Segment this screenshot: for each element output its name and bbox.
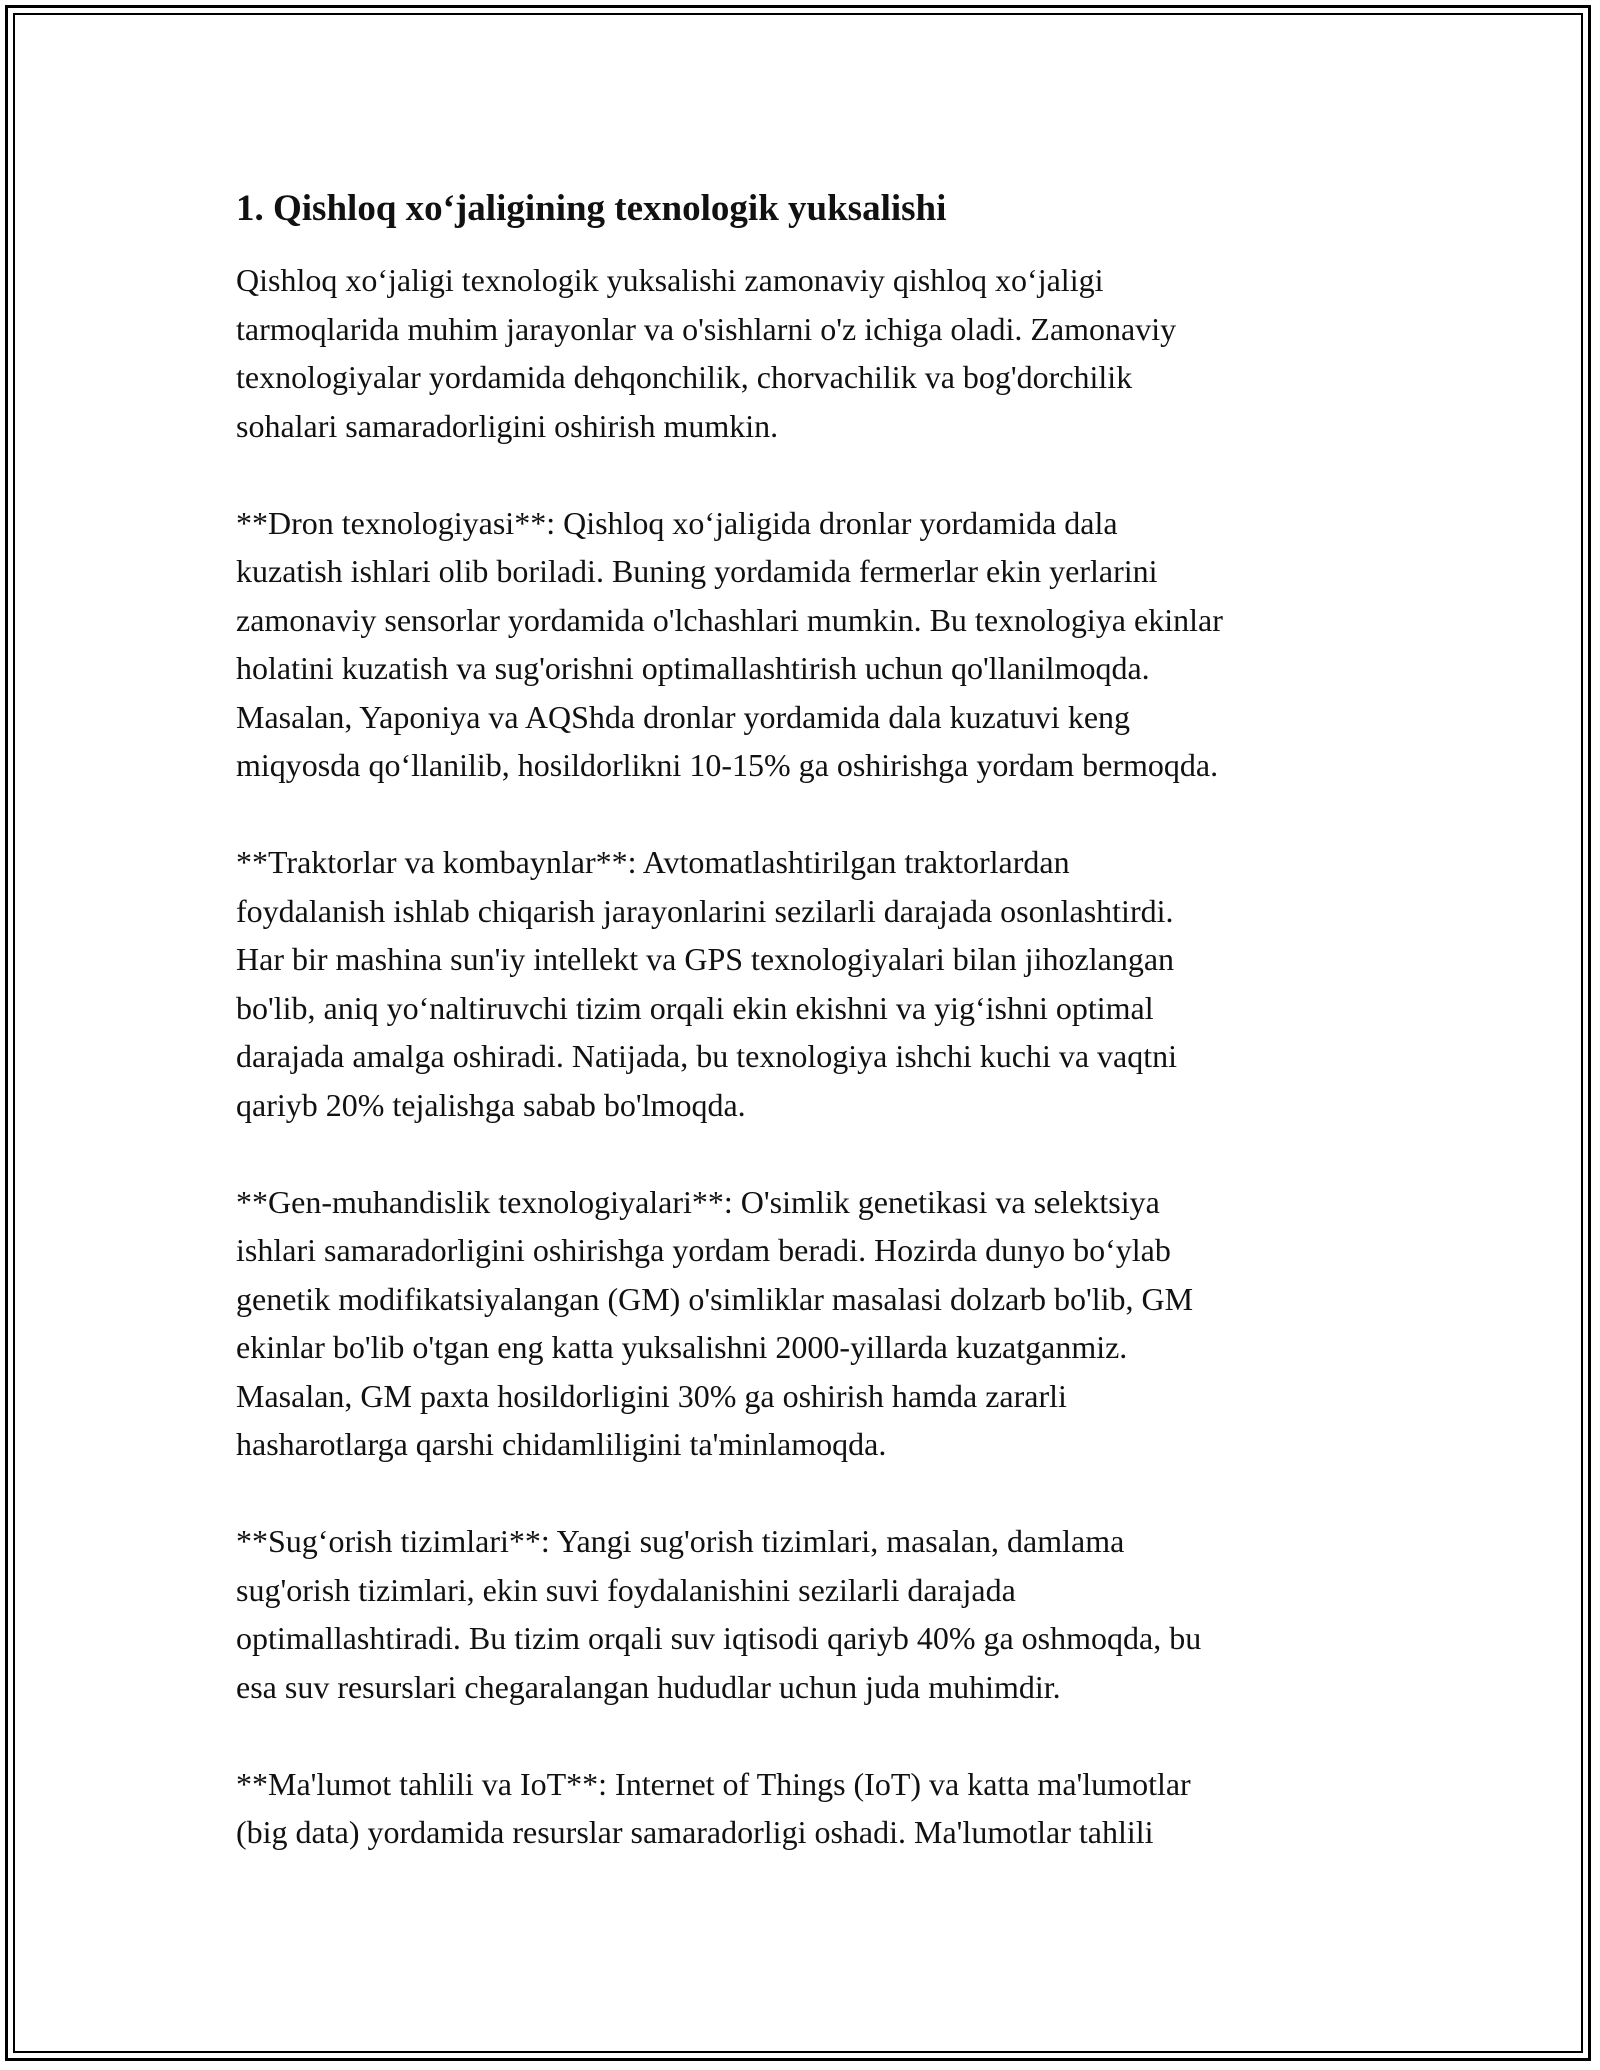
paragraph-data-analysis-iot: **Ma'lumot tahlili va IoT**: Internet of Things (IoT) va katta ma'lumotlar (big data) yordamida resurslar samaradorligi oshadi. Ma'lumotlar tahlili <box>236 1765 1191 1850</box>
paragraph-genetic-engineering: **Gen-muhandislik texnologiyalari**: O'simlik genetikasi va selektsiya ishlari samaradorligini oshirishga yordam beradi. Hozirda dunyo bo‘ylab genetik modifikatsiyalangan (GM) o'simliklar masalasi dolzarb bo'lib, GM ekinlar bo'lib o'tgan eng katta yuksalishni 2000-yillarda kuzatganmiz. Masalan, GM paxta hosildorligini 30% ga oshirish hamda zararli hasharotlarga qarshi chidamliligini ta'minlamoqda. <box>236 1183 1194 1462</box>
document-title: 1. Qishloq xo‘jaligining texnologik yuksalishi <box>236 188 947 229</box>
paragraph-intro: Qishloq xo‘jaligi texnologik yuksalishi zamonaviy qishloq xo‘jaligi tarmoqlarida muhim jarayonlar va o'sishlarni o'z ichiga oladi. Zamonaviy texnologiyalar yordamida dehqonchilik, chorvachilik va bog'dorchilik sohalari samaradorligini oshirish mumkin. <box>236 262 1177 444</box>
paragraph-irrigation-systems: **Sug‘orish tizimlari**: Yangi sug'orish tizimlari, masalan, damlama sug'orish tizimlari, ekin suvi foydalanishini sezilarli darajada optimallashtiradi. Bu tizim orqali suv iqtisodi qariyb 40% ga oshmoqda, bu esa suv resurslari chegaralangan hududlar uchun juda muhimdir. <box>236 1523 1202 1705</box>
document-body <box>236 185 1386 1905</box>
paragraph-tractors-combines: **Traktorlar va kombaynlar**: Avtomatlashtirilgan traktorlardan foydalanish ishlab chiqarish jarayonlarini sezilarli darajada osonlashtirdi. Har bir mashina sun'iy intellekt va GPS texnologiyalari bilan jihozlangan bo'lib, aniq yo‘naltiruvchi tizim orqali ekin ekishni va yig‘ishni optimal darajada amalga oshiradi. Natijada, bu texnologiya ishchi kuchi va vaqtni qariyb 20% tejalishga sabab bo'lmoqda. <box>236 844 1178 1123</box>
paragraph-drone-technology: **Dron texnologiyasi**: Qishloq xo‘jaligida dronlar yordamida dala kuzatish ishlari olib boriladi. Buning yordamida fermerlar ekin yerlarini zamonaviy sensorlar yordamida o'lchashlari mumkin. Bu texnologiya ekinlar holatini kuzatish va sug'orishni optimallashtirish uchun qo'llanilmoqda. Masalan, Yaponiya va AQShda dronlar yordamida dala kuzatuvi keng miqyosda qo‘llanilib, hosildorlikni 10-15% ga oshirishga yordam bermoqda. <box>236 504 1223 783</box>
